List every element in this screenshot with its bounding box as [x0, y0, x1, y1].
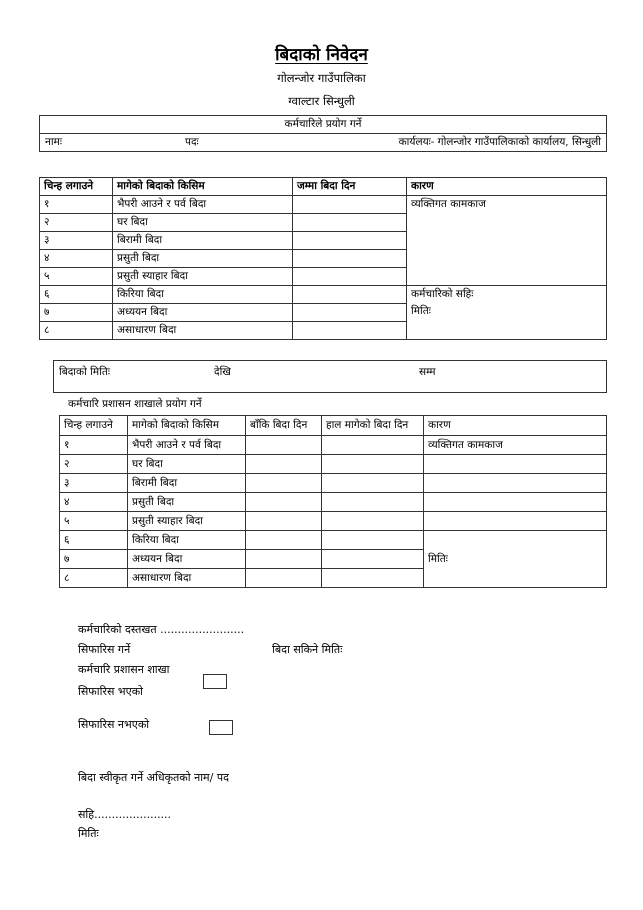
- requested-days-cell[interactable]: [322, 531, 424, 550]
- leave-type: असाधारण बिदा: [113, 322, 293, 340]
- remaining-days-cell[interactable]: [246, 493, 322, 512]
- leave-date-label: बिदाको मितिः: [59, 366, 110, 378]
- row-number[interactable]: ५: [40, 268, 113, 286]
- leave-type: प्रसुती बिदा: [128, 493, 246, 512]
- row-number[interactable]: ३: [60, 474, 128, 493]
- admin-section-heading: कर्मचारि प्रशासन शाखाले प्रयोग गर्ने: [68, 398, 202, 410]
- admin-header-remaining-days: बाँकि बिदा दिन: [246, 416, 322, 436]
- header-mark: चिन्ह लगाउने: [40, 178, 113, 196]
- header-leave-type: मागेको बिदाको किसिम: [113, 178, 293, 196]
- leave-type: भैपरी आउने र पर्व बिदा: [113, 196, 293, 214]
- office-label: कार्यलयः- गोलन्जोर गाउँपालिकाको कार्यालय, सिन्धुली: [320, 134, 607, 152]
- requested-days-cell[interactable]: [322, 550, 424, 569]
- admin-date-label: मितिः: [428, 553, 448, 565]
- row-number[interactable]: ७: [40, 304, 113, 322]
- remaining-days-cell[interactable]: [246, 474, 322, 493]
- employee-section-heading: कर्मचारिले प्रयोग गर्ने: [40, 116, 607, 134]
- form-title: बिदाको निवेदन: [275, 45, 368, 65]
- total-days-cell[interactable]: [293, 196, 407, 214]
- leave-type: बिरामी बिदा: [113, 232, 293, 250]
- leave-type: किरिया बिदा: [113, 286, 293, 304]
- employee-signature-line: कर्मचारिको दस्तखत ........................: [78, 623, 245, 636]
- reason-cell[interactable]: व्यक्तिगत कामकाज: [424, 436, 607, 455]
- leave-type: भैपरी आउने र पर्व बिदा: [128, 436, 246, 455]
- leave-type: अध्ययन बिदा: [113, 304, 293, 322]
- leave-type: प्रसुती स्याहार बिदा: [128, 512, 246, 531]
- requested-days-cell[interactable]: [322, 455, 424, 474]
- total-days-cell[interactable]: [293, 250, 407, 268]
- row-number[interactable]: ५: [60, 512, 128, 531]
- remaining-days-cell[interactable]: [246, 455, 322, 474]
- total-days-cell[interactable]: [293, 232, 407, 250]
- leave-type: प्रसुती स्याहार बिदा: [113, 268, 293, 286]
- admin-header-leave-type: मागेको बिदाको किसिम: [128, 416, 246, 436]
- table-row: [60, 455, 607, 474]
- leave-end-date-label: बिदा सकिने मितिः: [272, 643, 343, 656]
- table-row: [40, 286, 607, 304]
- row-number[interactable]: ६: [60, 531, 128, 550]
- row-number[interactable]: ४: [40, 250, 113, 268]
- admin-leave-table: [59, 415, 607, 588]
- leave-type: घर बिदा: [128, 455, 246, 474]
- recommended-checkbox[interactable]: [203, 674, 227, 689]
- admin-header-reason: कारण: [424, 416, 607, 436]
- row-number[interactable]: ६: [40, 286, 113, 304]
- row-number[interactable]: १: [60, 436, 128, 455]
- row-number[interactable]: ८: [60, 569, 128, 588]
- total-days-cell[interactable]: [293, 304, 407, 322]
- remaining-days-cell[interactable]: [246, 512, 322, 531]
- table-row: [40, 196, 607, 214]
- leave-type: अध्ययन बिदा: [128, 550, 246, 569]
- leave-type: घर बिदा: [113, 214, 293, 232]
- row-number[interactable]: २: [60, 455, 128, 474]
- leave-to-label: सम्म: [419, 366, 436, 378]
- leave-type: बिरामी बिदा: [128, 474, 246, 493]
- table-row: [60, 512, 607, 531]
- requested-days-cell[interactable]: [322, 436, 424, 455]
- admin-branch-label: कर्मचारि प्रशासन शाखा: [78, 663, 170, 676]
- leave-type: प्रसुती बिदा: [113, 250, 293, 268]
- admin-header-mark: चिन्ह लगाउने: [60, 416, 128, 436]
- requested-days-cell[interactable]: [322, 512, 424, 531]
- not-recommended-checkbox[interactable]: [209, 720, 233, 735]
- office-name: गोलन्जोर गाउँपालिका: [277, 71, 366, 85]
- remaining-days-cell[interactable]: [246, 569, 322, 588]
- row-number[interactable]: ७: [60, 550, 128, 569]
- row-number[interactable]: ८: [40, 322, 113, 340]
- requested-days-cell[interactable]: [322, 474, 424, 493]
- post-label: पदः: [180, 134, 320, 152]
- row-number[interactable]: २: [40, 214, 113, 232]
- total-days-cell[interactable]: [293, 286, 407, 304]
- leave-from-label: देखि: [214, 366, 231, 378]
- employee-info-table: [39, 115, 607, 152]
- leave-type: असाधारण बिदा: [128, 569, 246, 588]
- leave-request-table: [39, 177, 607, 340]
- approver-label: बिदा स्वीकृत गर्ने अधिकृतको नाम/ पद: [78, 771, 229, 784]
- leave-date-box[interactable]: [53, 360, 607, 393]
- reason-cell[interactable]: व्यक्तिगत कामकाज: [407, 196, 607, 286]
- remaining-days-cell[interactable]: [246, 436, 322, 455]
- row-number[interactable]: १: [40, 196, 113, 214]
- leave-type: किरिया बिदा: [128, 531, 246, 550]
- reason-cell[interactable]: [424, 493, 607, 512]
- approver-signature-line: सहि......................: [78, 808, 172, 821]
- reason-cell[interactable]: [424, 512, 607, 531]
- office-address: ग्वाल्टार सिन्धुली: [288, 94, 355, 108]
- signature-cell[interactable]: [407, 286, 607, 340]
- signature-date-label: मितिः: [411, 305, 431, 317]
- total-days-cell[interactable]: [293, 268, 407, 286]
- header-total-days: जम्मा बिदा दिन: [293, 178, 407, 196]
- recommender-label: सिफारिस गर्ने: [78, 643, 131, 656]
- table-row: [60, 493, 607, 512]
- admin-date-cell[interactable]: [424, 531, 607, 588]
- row-number[interactable]: ४: [60, 493, 128, 512]
- name-label: नामः: [40, 134, 181, 152]
- header-reason: कारण: [407, 178, 607, 196]
- requested-days-cell[interactable]: [322, 569, 424, 588]
- admin-header-requested-days: हाल मागेको बिदा दिन: [322, 416, 424, 436]
- not-recommended-label: सिफारिस नभएको: [78, 718, 150, 731]
- table-row: [60, 436, 607, 455]
- table-row: [60, 531, 607, 550]
- approver-date-label: मितिः: [78, 827, 99, 840]
- row-number[interactable]: ३: [40, 232, 113, 250]
- reason-cell[interactable]: [424, 455, 607, 474]
- recommended-label: सिफारिस भएको: [78, 685, 144, 698]
- total-days-cell[interactable]: [293, 214, 407, 232]
- remaining-days-cell[interactable]: [246, 531, 322, 550]
- remaining-days-cell[interactable]: [246, 550, 322, 569]
- employee-signature-label: कर्मचारिको सहिः: [411, 288, 474, 300]
- table-row: [60, 474, 607, 493]
- reason-cell[interactable]: [424, 474, 607, 493]
- total-days-cell[interactable]: [293, 322, 407, 340]
- requested-days-cell[interactable]: [322, 493, 424, 512]
